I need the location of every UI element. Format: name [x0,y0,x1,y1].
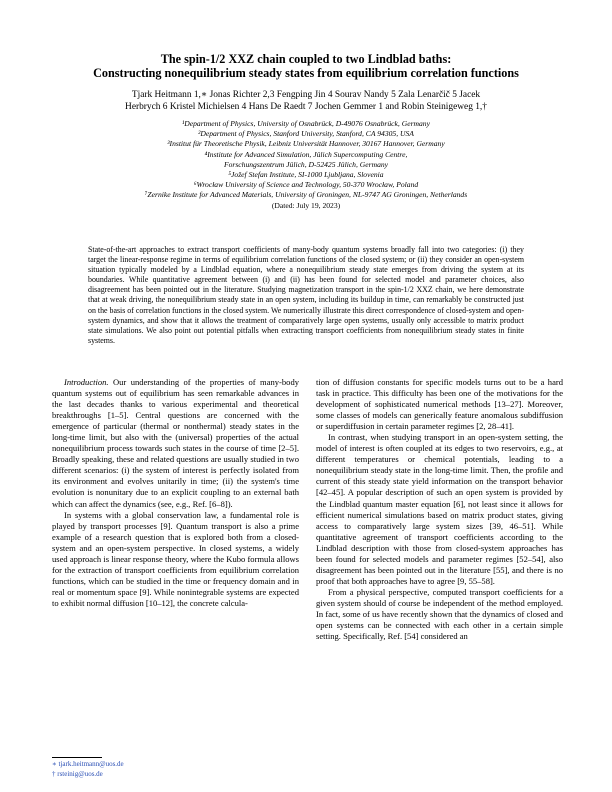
title-line-1: The spin-1/2 XXZ chain coupled to two Lindblad baths: [160,52,452,66]
affiliation-4b: Forschungszentrum Jülich, D-52425 Jülich, Germany [223,159,389,169]
affiliation-6: ⁶Wrocław University of Science and Technology, 50-370 Wrocław, Poland [193,180,419,190]
affiliations [48,119,564,211]
email-link-1[interactable]: ∗ tjark.heitmann@uos.de [52,760,124,768]
right-paragraph-1: tion of diffusion constants for specific models turns out to be a hard task in practice. This difficulty has been one of the motivations for the development of sophisticated numerical methods [13–27]. Moreover, some classes of models can generically feature anomalous subdiffusion or superdiffusion in certain parameter regimes [2, 28–41]. [316,377,563,432]
author-line-2: Herbrych 6 Kristel Michielsen 4 Hans De Raedt 7 Jochen Gemmer 1 and Robin Steinigeweg 1,† [125,102,487,112]
footnotes [52,760,124,779]
affiliation-7: ⁷Zernike Institute for Advanced Materials, University of Groningen, NL-9747 AG Groningen, Netherlands [144,190,468,200]
paper-title [40,52,572,80]
title-line-2: Constructing nonequilibrium steady states from equilibrium correlation functions [93,66,519,80]
affiliation-2: ²Department of Physics, Stanford University, Stanford, CA 94305, USA [198,129,414,139]
affiliation-1: ¹Department of Physics, University of Osnabrück, D-49076 Osnabrück, Germany [182,119,430,128]
left-column [52,377,299,609]
footnote-email-1[interactable] [52,760,124,770]
right-paragraph-3: From a physical perspective, computed transport coefficients for a given system should of course be independent of the method employed. In fact, some of us have recently shown that the dynamics of closed and open systems can be connected with each other in a certain simple setting. Specifically, Ref. [54] considered an [316,586,563,642]
affiliation-3: ³Institut für Theoretische Physik, Leibniz Universität Hannover, 30167 Hannover, Germany [167,139,445,149]
author-line-1: Tjark Heitmann 1,∗ Jonas Richter 2,3 Fengping Jin 4 Sourav Nandy 5 Zala Lenarčič 5 Jacek [131,90,481,100]
date-line: (Dated: July 19, 2023) [271,200,341,210]
section-lead: Introduction. [64,377,109,387]
intro-paragraph-1 [52,377,299,510]
email-link-2[interactable]: † rsteinig@uos.de [52,769,103,778]
intro-paragraph-1-text: Our understanding of the properties of many-body quantum systems out of equilibrium has seen remarkable advances in the last decades thanks to various experimental and theoretical breakthroughs [1–5]. Central questions are concerned with the emergence of particular (thermal or nonthermal) steady states in the long-time limit, but also with the (universal) properties of the actual nonequilibrium process towards such states in the course of time [2–5]. Broadly speaking, these and related questions are usually studied in two different scenarios: (i) the system of interest is perfectly isolated from its environment and evolves unitarily in time; (ii) the system's time evolution is nonunitary due to an explicit coupling to an external bath which can affect the dynamics (see, e.g., Ref. [6–8]). [52,377,299,509]
right-paragraph-2: In contrast, when studying transport in an open-system setting, the model of interest is often coupled at its edges to two reservoirs, e.g., at different temperatures or chemical potentials, leading to a nonequilibrium steady state in the long-time limit. Then, the profile and current of this steady state yield information on the transport behavior [42–45]. A popular description of such an open system is provided by the Lindblad quantum master equation [6], not least since it allows for efficient numerical simulations based on matrix product states, giving access to comparatively large system sizes [39, 46–51]. While quantitative agreement of transport coefficients according to the Lindblad description with those from closed-system approaches has been found for selected models and parameter regimes [52–54], also disagreement has been pointed out in the literature [55], and there is no proof that both approaches have to agree [9, 55–58]. [316,432,563,586]
footnote-email-2[interactable] [52,770,124,780]
right-column [316,377,563,642]
intro-paragraph-2: In systems with a global conservation law, a fundamental role is played by transport processes [9]. Quantum transport is also a prime example of a research question that is explored both from a closed-system and an open-system perspective. In closed systems, a widely used approach is linear response theory, where the Kubo formula allows for the extraction of transport coefficients from equilibrium correlation functions, which can be studied in the time or frequency domain and in real or momentum space [9]. While nonintegrable systems are expected to exhibit normal diffusion [10–12], the concrete calcula- [52,509,299,608]
author-list [48,89,564,113]
footnote-rule [52,757,102,758]
abstract: State-of-the-art approaches to extract transport coefficients of many-body quantum systems broadly fall into two categories: (i) they target the linear-response regime in terms of equilibrium correlation functions of the closed system; or (ii) they consider an open-system situation typically modeled by a Lindblad equation, where a nonequilibrium steady state emerges from driving the system at its boundaries. While quantitative agreement between (i) and (ii) has been found for selected model and parameter choices, also disagreement has been pointed out in the literature. Studying magnetization transport in the spin-1/2 XXZ chain, we here demonstrate that at weak driving, the nonequilibrium steady state in an open system, including its buildup in time, can remarkably be constructed just on the basis of correlation functions in the closed system. We numerically illustrate this direct correspondence of closed-system and open-system dynamics, and show that it allows the treatment of comparatively large open systems, usually only accessible to matrix product state simulations. We also point out potential pitfalls when extracting transport coefficients from nonequilibrium steady states in finite systems. [88,245,524,345]
affiliation-4a: ⁴Institute for Advanced Simulation, Jülich Supercomputing Centre, [204,149,408,159]
affiliation-5: ⁵Jožef Stefan Institute, SI-1000 Ljubljana, Slovenia [228,170,384,180]
